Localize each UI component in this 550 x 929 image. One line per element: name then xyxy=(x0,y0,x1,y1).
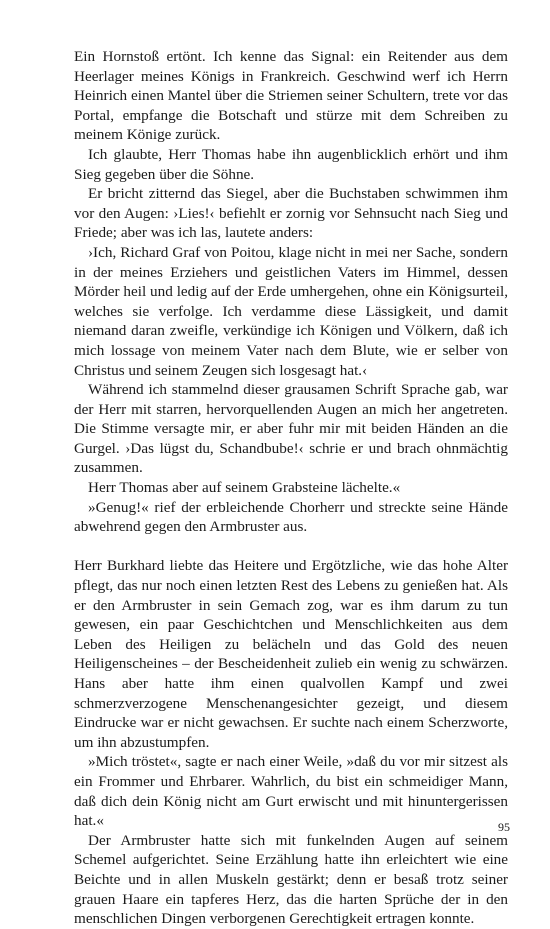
paragraph: Herr Thomas aber auf seinem Grabsteine lächelte.« xyxy=(88,479,401,497)
paragraph: Ein Hornstoß ertönt. Ich kenne das Signal: ein Reitender aus dem Heerlager meines Königs in Frankreich. Geschwind werf ich Herrn Heinrich einen Mantel über die Striemen seiner Schultern, trete vor das Portal, empfange die Botschaft und stürze mit dem Schreiben zu meinem Könige zurück. xyxy=(74,48,508,144)
section-break xyxy=(74,537,508,557)
paragraph: Der Armbruster hatte sich mit funkelnden Augen auf seinem Schemel aufgerichtet. Seine Erzählung hatte ihn erleichtert wie eine Beichte und in allen Muskeln gestärkt; denn er besaß trotz seiner grauen Haare ein tapferes Herz, das die harten Sprüche der in den menschlichen Dingen verborgenen Gerechtigkeit ertragen konnte. xyxy=(74,831,508,928)
paragraph: Ich glaubte, Herr Thomas habe ihn augenblicklich erhört und ihm Sieg gegeben über die Söhne. xyxy=(74,145,508,183)
body-text xyxy=(74,47,508,929)
paragraph: ›Ich, Richard Graf von Poitou, klage nicht in mei ner Sache, sondern in der meines Erziehers und geistlichen Vaters im Himmel, dessen Mörder heil und ledig auf der Erde umhergehen, ohne ein Königsurteil, welches sie verfolge. Ich verdamme diese Lässigkeit, und damit niemand daran zweifle, verkündige ich Königen und Völkern, daß ich mich lossage von meinem Vater nach dem Blute, wie er selber von Christus und seinem Zeugen sich losgesagt hat.‹ xyxy=(74,243,508,379)
paragraph: »Genug!« rief der erbleichende Chorherr und streckte seine Hände abwehrend gegen den Armbruster aus. xyxy=(74,498,508,536)
page-number: 95 xyxy=(498,820,510,834)
paragraph: »Mich tröstet«, sagte er nach einer Weile, »daß du vor mir sitzest als ein Frommer und Ehrbarer. Wahrlich, du bist ein schmeidiger Mann, daß dich dein König nicht am Gurt erwischt und mit hinuntergerissen hat.« xyxy=(74,753,508,830)
paragraph: Er bricht zitternd das Siegel, aber die Buchstaben schwimmen ihm vor den Augen: ›Lies!‹ befiehlt er zornig vor Sehnsucht nach Sieg und Friede; aber was ich las, lautete anders: xyxy=(74,185,508,242)
paragraph: Während ich stammelnd dieser grausamen Schrift Sprache gab, war der Herr mit starren, hervorquellenden Augen an mich her angetreten. Die Stimme versagte mir, er aber fuhr mir mit beiden Händen an die Gurgel. ›Das lügst du, Schandbube!‹ schrie er und brach ohnmächtig zusammen. xyxy=(74,381,508,477)
paragraph: Herr Burkhard liebte das Heitere und Ergötzliche, wie das hohe Alter pflegt, das nur noch einen letzten Rest des Lebens zu genießen hat. Als er den Armbruster in sein Gemach zog, war es ihm darum zu tun gewesen, ein paar Geschichtchen und Menschlichkeiten aus dem Leben des Heiligen zu belächeln und das Gold des neuen Heiligenscheines – der Bescheidenheit zulieb ein wenig zu schwärzen. Hans aber hatte ihm einen qualvollen Kampf und zwei schmerzverzogene Menschenangesichter gezeigt, und diesem Eindrucke war er nicht gewachsen. Er suchte nach einem Scherzworte, um ihn abzustumpfen. xyxy=(74,557,508,751)
